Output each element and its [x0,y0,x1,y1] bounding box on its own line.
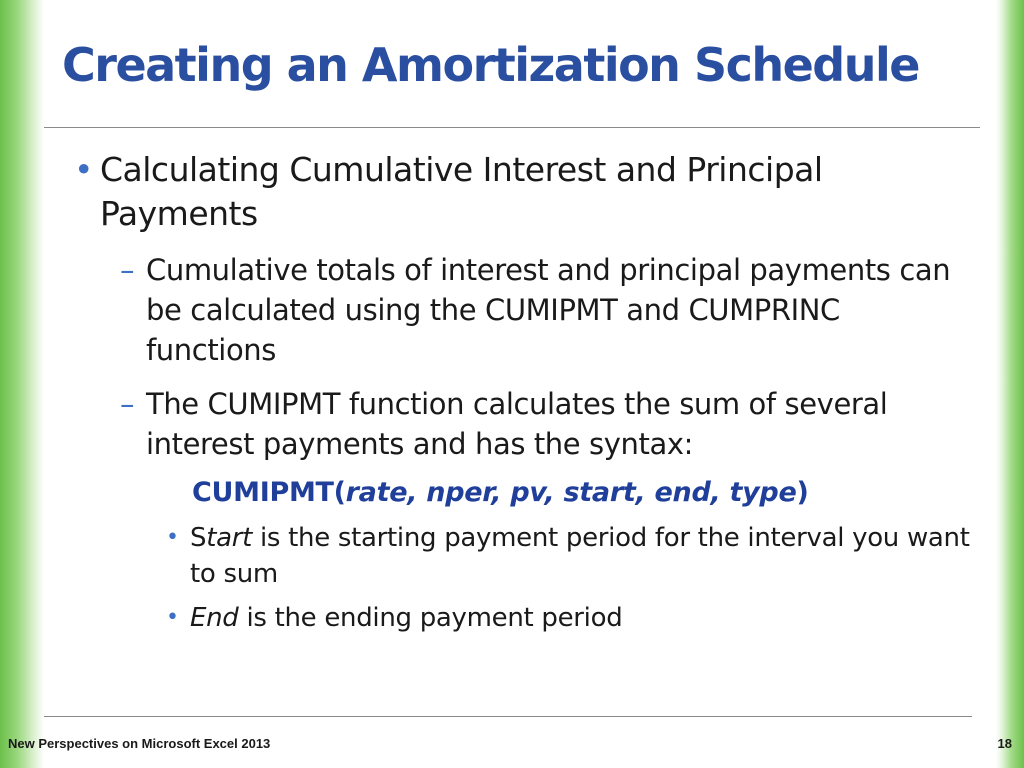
syntax-function-name: CUMIPMT( [192,477,346,508]
term-description: is the ending payment period [238,603,623,633]
sub-bullet-text: The CUMIPMT function calculates the sum of several interest payments and has the syntax: [146,387,888,461]
bullet-item-level1 [74,148,974,236]
page-number: 18 [997,736,1012,751]
syntax-close: ) [796,477,809,508]
dash-icon: – [120,253,135,287]
syntax-arguments: rate, nper, pv, start, end, type [345,477,797,508]
bullet-icon: • [166,605,179,630]
bullet-text: Calculating Cumulative Interest and Principal Payments [100,150,823,233]
title-divider [44,127,980,128]
left-green-border [0,0,44,768]
sub-bullet-text: Cumulative totals of interest and principal payments can be calculated using the CUMIPMT and CUMPRINC functions [146,253,951,367]
bullet-icon: • [74,150,93,189]
bullet-icon: • [166,525,179,550]
function-syntax [192,474,974,512]
dash-icon: – [120,387,135,421]
slide-body [74,148,974,636]
term-lead: S [190,523,207,553]
right-green-border [996,0,1024,768]
bullet-item-level3 [166,600,974,636]
bullet-item-level3 [166,520,974,592]
term-description: is the starting payment period for the interval you want to sum [190,523,970,589]
slide-title: Creating an Amortization Schedule [62,38,919,92]
bullet-item-level2 [120,384,974,464]
term-italic: tart [206,523,253,553]
term-italic: End [190,603,239,633]
bullet-item-level2 [120,250,974,370]
footer-source: New Perspectives on Microsoft Excel 2013 [8,736,271,751]
footer-divider [44,716,972,717]
